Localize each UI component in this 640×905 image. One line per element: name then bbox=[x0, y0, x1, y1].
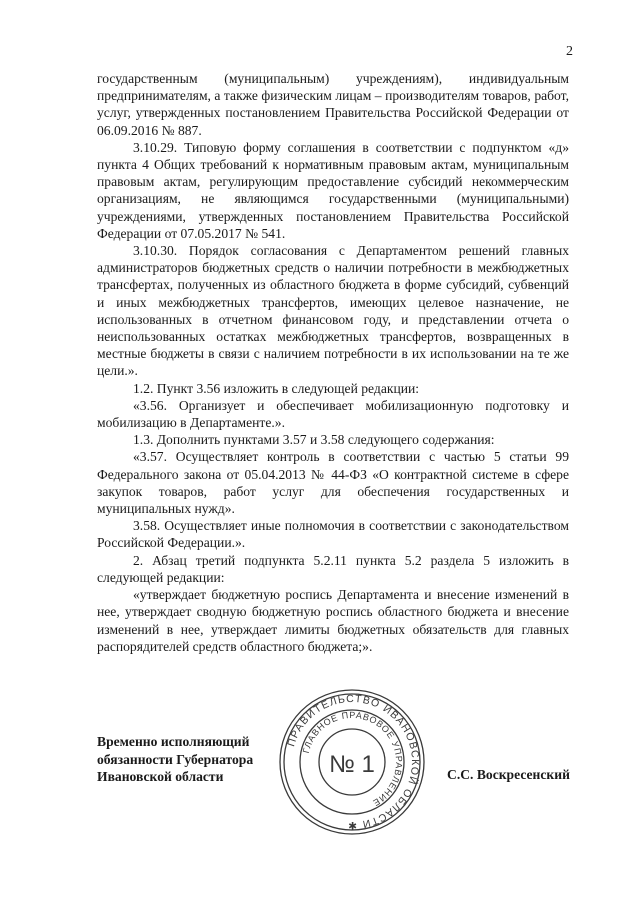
paragraph: 3.10.29. Типовую форму соглашения в соответствии с подпунктом «д» пункта 4 Общих требований к нормативным правовым актам, муниципальным правовым актам, регулирующим предоставление субсидий некоммерческим организациям, не являющимся государственными (муниципальными) учреждениями, утвержденных постановлением Правительства Российской Федерации от 07.05.2017 № 541. bbox=[97, 139, 569, 241]
paragraph: государственным (муниципальным) учреждениям), индивидуальным предпринимателям, а также физическим лицам – производителям товаров, работ, услуг, утвержденных постановлением Правительства Российской Федерации от 06.09.2016 № 887. bbox=[97, 71, 569, 138]
signatory-title bbox=[97, 733, 297, 786]
paragraph: 2. Абзац третий подпункта 5.2.11 пункта 5.2 раздела 5 изложить в следующей редакции: bbox=[97, 552, 569, 585]
signatory-title-line: Ивановской области bbox=[97, 769, 224, 784]
document-body bbox=[97, 70, 569, 655]
paragraph: 3.10.30. Порядок согласования с Департаментом решений главных администраторов бюджетных средств о наличии потребности в межбюджетных трансфертах, полученных из областного бюджета в форме субсидий, субвенций и иных межбюджетных трансфертов, имеющих целевое назначение, не использованных в отчетном финансовом году, и представлении отчета о неиспользованных остатках межбюджетных трансфертов, возвращенных в местные бюджеты в связи с наличием потребности в их использовании на те же цели.». bbox=[97, 243, 569, 379]
paragraph: 3.58. Осуществляет иные полномочия в соответствии с законодательством Российской Федерации.». bbox=[97, 518, 569, 551]
page-number: 2 bbox=[566, 44, 573, 59]
official-seal bbox=[277, 687, 427, 837]
seal-number: № 1 bbox=[329, 751, 375, 778]
paragraph: «3.56. Организует и обеспечивает мобилизационную подготовку и мобилизацию в Департаменте.». bbox=[97, 397, 569, 431]
seal-inner-text: ГЛАВНОЕ ПРАВОВОЕ УПРАВЛЕНИЕ bbox=[300, 709, 405, 809]
paragraph: 1.3. Дополнить пунктами 3.57 и 3.58 следующего содержания: bbox=[133, 432, 495, 448]
seal-graphic bbox=[277, 687, 427, 837]
paragraph: 1.2. Пункт 3.56 изложить в следующей редакции: bbox=[133, 380, 420, 396]
paragraph: «3.57. Осуществляет контроль в соответствии с частью 5 статьи 99 Федерального закона от 05.04.2013 № 44-ФЗ «О контрактной системе в сфере закупок товаров, работ услуг для обеспечения государственных и муниципальных нужд». bbox=[97, 449, 569, 517]
signatory-title-line: Временно исполняющий bbox=[97, 734, 250, 749]
signatory-name: С.С. Воскресенский bbox=[447, 767, 570, 782]
seal-outer-text: ПРАВИТЕЛЬСТВО ИВАНОВСКОЙ ОБЛАСТИ ✱ bbox=[285, 692, 422, 832]
paragraph: «утверждает бюджетную роспись Департамента и внесение изменений в нее, утверждает сводную бюджетную роспись областного бюджета и внесение изменений в нее, утверждает лимиты бюджетных обязательств для главных распорядителей средств областного бюджета;». bbox=[97, 587, 569, 654]
signatory-title-line: обязанности Губернатора bbox=[97, 751, 254, 767]
